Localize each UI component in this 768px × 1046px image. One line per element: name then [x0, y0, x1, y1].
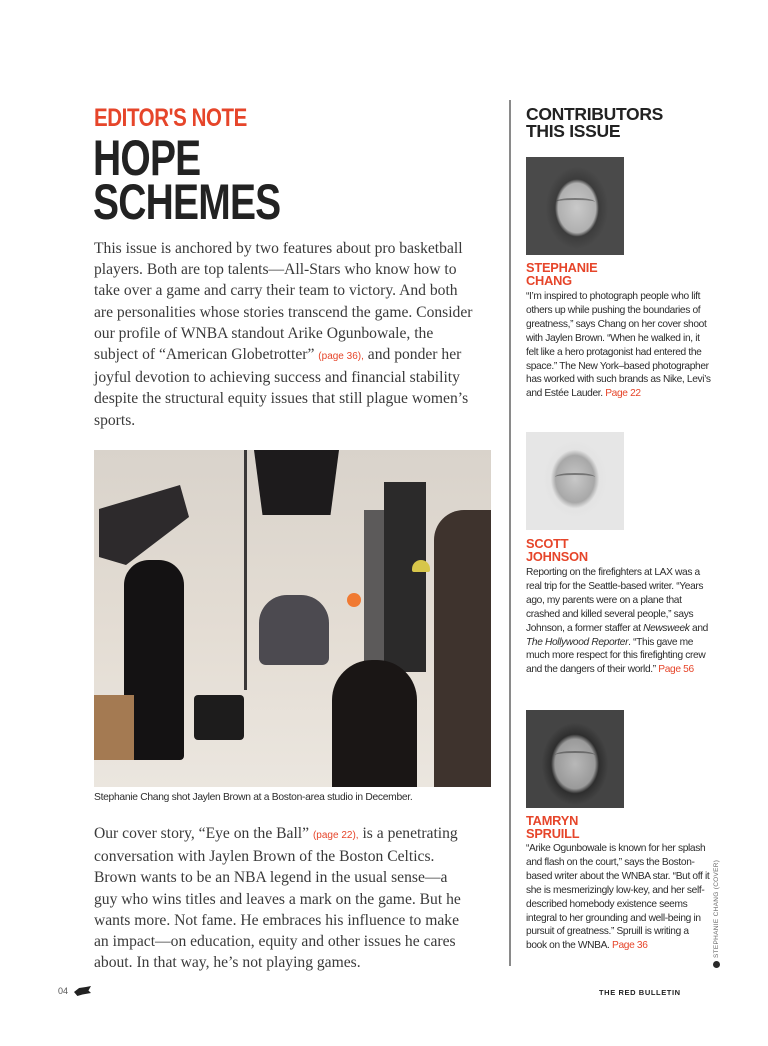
name-line: CHANG — [526, 272, 572, 288]
softbox-shape — [254, 450, 339, 515]
bio-text: “I’m inspired to photograph people who lift others up while pushing the boundaries of greatness,” says Chang on her cover shoot with Jaylen Brown. “When he walked in, it felt like a hero protagonist had entered the space.” The New York–based photographer has worked with such brands as Nike, Levi’s and Estée Lauder. — [526, 291, 711, 400]
studio-photo — [94, 450, 491, 787]
section-kicker: EDITOR'S NOTE — [94, 104, 247, 132]
body-paragraph-1 — [94, 238, 474, 431]
face-detail — [555, 198, 594, 206]
name-line: JOHNSON — [526, 548, 588, 564]
page-reference-link[interactable]: Page 56 — [658, 664, 694, 676]
face-detail — [555, 473, 594, 481]
bio-text: and — [689, 622, 708, 634]
heading-line: CONTRIBUTORS — [526, 104, 664, 124]
page-number: 04 — [58, 986, 69, 996]
headline-line: HOPE — [93, 130, 201, 186]
photo-caption: Stephanie Chang shot Jaylen Brown at a Boston-area studio in December. — [94, 792, 413, 803]
crew-group-shape — [434, 510, 491, 787]
page-reference-link[interactable]: Page 22 — [605, 388, 641, 400]
photo-credit — [713, 860, 720, 968]
paragraph-text: and ponder her joyful devotion to achieving success and financial stability despite the structural equity issues that still plague women’s sports. — [94, 346, 469, 429]
equipment-bag-shape — [194, 695, 244, 740]
column-divider — [509, 100, 511, 966]
heading-line: THIS ISSUE — [526, 121, 621, 141]
black-panel-shape — [384, 482, 426, 672]
red-bull-icon — [74, 986, 91, 996]
publication-name: Newsweek — [643, 622, 690, 634]
contributor-name — [526, 815, 579, 840]
name-line: STEPHANIE — [526, 260, 598, 275]
light-stand-shape — [244, 450, 247, 690]
contributor-portrait — [526, 710, 624, 808]
contributor-name — [526, 262, 597, 287]
headline-line: SCHEMES — [93, 174, 281, 230]
publication-brand: THE RED BULLETIN — [599, 988, 681, 997]
paragraph-text: This issue is anchored by two features about pro basketball players. Both are top talents—All-Stars who know how to take over a game and carry their team to victory. And both are personalities whose stories transcend the game. Consider our profile of WNBA standout Arike Ogunbowale, the subject of “American Globetrotter” — [94, 240, 473, 364]
contributor-bio — [526, 842, 711, 953]
publication-name: The Hollywood Reporter — [526, 636, 629, 648]
bio-text: Reporting on the firefighters at LAX was a real trip for the Seattle-based writer. “Years ago, my parents were on a plane that crashed and killed several people,” says Johnson, a former staffer at — [526, 567, 704, 634]
basketball-shape — [347, 593, 361, 607]
page-reference-link[interactable]: (page 36), — [318, 351, 364, 363]
page-reference-link[interactable]: (page 22), — [312, 830, 359, 841]
face-detail — [555, 751, 594, 759]
box-shape — [94, 695, 134, 760]
contributors-heading — [526, 106, 663, 140]
page-title — [93, 130, 281, 230]
name-line: SCOTT — [526, 536, 569, 551]
photographer-shape — [332, 660, 417, 787]
bio-text: “Arike Ogunbowale is known for her splash and flash on the court,” says the Boston-based writer about the WNBA star. “But off it she is mesmerizingly low-key, and her self-described homebody existence seems integral to her grounding and well-being in pursuit of greatness.” Spruill is writing a book on the WNBA. — [526, 843, 710, 952]
player-shape — [259, 595, 329, 665]
name-line: TAMRYN — [526, 813, 579, 828]
paragraph-text: is a penetrating conversation with Jaylen Brown of the Boston Celtics. Brown wants to be an NBA legend in the usual sense—a guy who wins titles and leaves a mark on the game. But he wants more. Not fame. He embraces his influence to make an impact—on education, equity and other issues he cares about. In that way, he’s not playing games. — [94, 825, 461, 972]
umbrella-light-shape — [99, 485, 189, 565]
credit-text: STEPHANIE CHANG (COVER) — [713, 859, 721, 958]
body-paragraph-2 — [94, 823, 474, 973]
contributor-portrait — [526, 432, 624, 530]
bio-text: . “This gave me much more respect for this firefighting crew and the dangers of their world.” — [526, 636, 706, 676]
crew-hat-shape — [412, 560, 430, 572]
paragraph-text: Our cover story, “Eye on the Ball” — [94, 825, 313, 842]
contributor-name — [526, 538, 588, 563]
contributor-bio — [526, 290, 711, 401]
contributor-portrait — [526, 157, 624, 255]
page-reference-link[interactable]: Page 36 — [612, 940, 648, 952]
contributor-bio — [526, 566, 711, 677]
name-line: SPRUILL — [526, 825, 580, 841]
copyright-icon — [713, 961, 720, 968]
